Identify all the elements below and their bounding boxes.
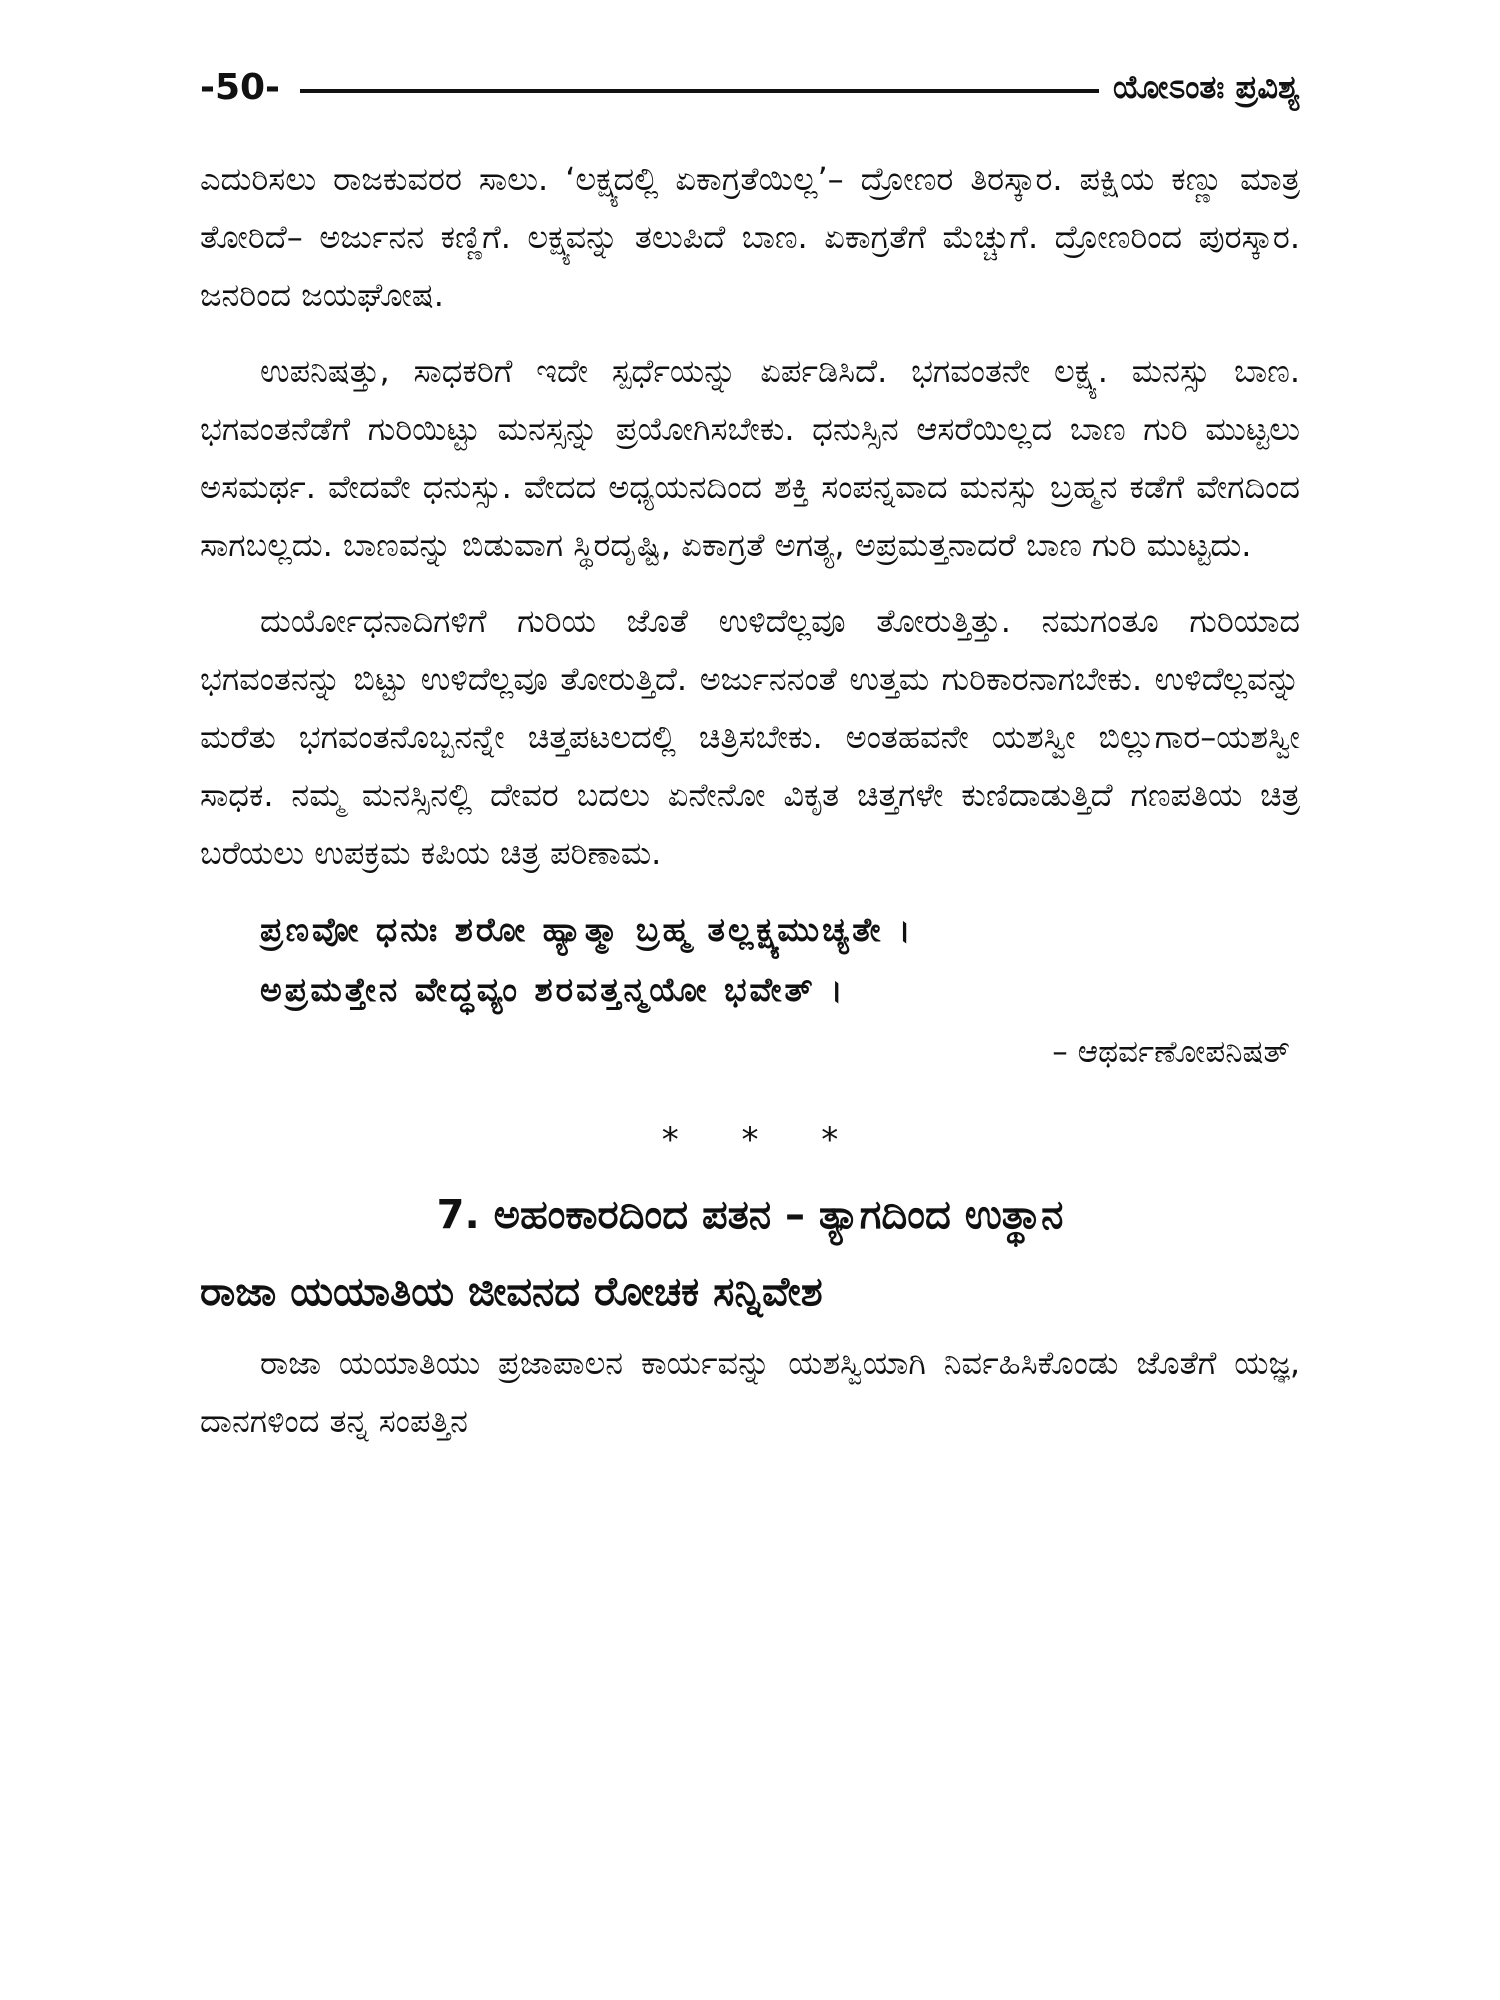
running-title: ಯೋಽಂತಃ ಪ್ರವಿಶ್ಯ (1113, 67, 1300, 106)
chapter-title: 7. ಅಹಂಕಾರದಿಂದ ಪತನ – ತ್ಯಾಗದಿಂದ ಉತ್ಥಾನ (436, 1192, 1064, 1238)
verse-source: – ಆಥರ್ವಣೋಪನಿಷತ್ (1052, 1034, 1290, 1070)
chapter-subtitle: ರಾಜಾ ಯಯಾತಿಯ ಜೀವನದ ರೋಚಕ ಸನ್ನಿವೇಶ (200, 1269, 823, 1315)
section-separator: * * * (661, 1120, 865, 1160)
paragraph-continued: ಎದುರಿಸಲು ರಾಜಕುವರರ ಸಾಲು. ‘ಲಕ್ಷ್ಯದಲ್ಲಿ ಏಕಾಗ್ರತೆಯಿಲ್ಲ’– ದ್ರೋಣರ ತಿರಸ್ಕಾರ. ಪಕ್ಷಿಯ ಕಣ್ಣು ಮಾತ್ರ ತೋರಿದೆ– ಅರ್ಜುನನ ಕಣ್ಣಿಗೆ. ಲಕ್ಷ್ಯವನ್ನು ತಲುಪಿದೆ ಬಾಣ. ಏಕಾಗ್ರತೆಗೆ ಮೆಚ್ಚುಗೆ. ದ್ರೋಣರಿಂದ ಪುರಸ್ಕಾರ. ಜನರಿಂದ ಜಯಘೋಷ. (200, 160, 1300, 314)
body-text (200, 150, 1300, 1468)
paragraph: ದುರ್ಯೋಧನಾದಿಗಳಿಗೆ ಗುರಿಯ ಜೊತೆ ಉಳಿದೆಲ್ಲವೂ ತೋರುತ್ತಿತ್ತು. ನಮಗಂತೂ ಗುರಿಯಾದ ಭಗವಂತನನ್ನು ಬಿಟ್ಟು ಉಳಿದೆಲ್ಲವೂ ತೋರುತ್ತಿದೆ. ಅರ್ಜುನನಂತೆ ಉತ್ತಮ ಗುರಿಕಾರನಾಗಬೇಕು. ಉಳಿದೆಲ್ಲವನ್ನು ಮರೆತು ಭಗವಂತನೊಬ್ಬನನ್ನೇ ಚಿತ್ತಪಟಲದಲ್ಲಿ ಚಿತ್ರಿಸಬೇಕು. ಅಂತಹವನೇ ಯಶಸ್ವೀ ಬಿಲ್ಲುಗಾರ–ಯಶಸ್ವೀ ಸಾಧಕ. ನಮ್ಮ ಮನಸ್ಸಿನಲ್ಲಿ ದೇವರ ಬದಲು ಏನೇನೋ ವಿಕೃತ ಚಿತ್ತಗಳೇ ಕುಣಿದಾಡುತ್ತಿದೆ ಗಣಪತಿಯ ಚಿತ್ರ ಬರೆಯಲು ಉಪಕ್ರಮ ಕಪಿಯ ಚಿತ್ರ ಪರಿಣಾಮ. (200, 602, 1300, 872)
page-header (200, 62, 1300, 112)
header-rule (300, 89, 1099, 93)
book-page (200, 0, 1300, 2000)
verse-line: ಅಪ್ರಮತ್ತೇನ ವೇದ್ಧವ್ಯಂ ಶರವತ್ತನ್ಮಯೋ ಭವೇತ್ । (260, 970, 846, 1009)
verse-line: ಪ್ರಣವೋ ಧನುಃ ಶರೋ ಹ್ಯಾತ್ಮಾ ಬ್ರಹ್ಮ ತಲ್ಲಕ್ಷ್ಯಮುಚ್ಯತೇ । (260, 910, 914, 949)
sanskrit-verse (260, 900, 1300, 1020)
chapter-opening-paragraph: ರಾಜಾ ಯಯಾತಿಯು ಪ್ರಜಾಪಾಲನ ಕಾರ್ಯವನ್ನು ಯಶಸ್ವಿಯಾಗಿ ನಿರ್ವಹಿಸಿಕೊಂಡು ಜೊತೆಗೆ ಯಜ್ಞ, ದಾನಗಳಿಂದ ತನ್ನ ಸಂಪತ್ತಿನ (200, 1344, 1300, 1440)
page-number: -50- (200, 66, 280, 108)
paragraph: ಉಪನಿಷತ್ತು, ಸಾಧಕರಿಗೆ ಇದೇ ಸ್ಪರ್ಧೆಯನ್ನು ಏರ್ಪಡಿಸಿದೆ. ಭಗವಂತನೇ ಲಕ್ಷ್ಯ. ಮನಸ್ಸು ಬಾಣ. ಭಗವಂತನೆಡೆಗೆ ಗುರಿಯಿಟ್ಟು ಮನಸ್ಸನ್ನು ಪ್ರಯೋಗಿಸಬೇಕು. ಧನುಸ್ಸಿನ ಆಸರೆಯಿಲ್ಲದ ಬಾಣ ಗುರಿ ಮುಟ್ಟಲು ಅಸಮರ್ಥ. ವೇದವೇ ಧನುಸ್ಸು. ವೇದದ ಅಧ್ಯಯನದಿಂದ ಶಕ್ತಿ ಸಂಪನ್ನವಾದ ಮನಸ್ಸು ಬ್ರಹ್ಮನ ಕಡೆಗೆ ವೇಗದಿಂದ ಸಾಗಬಲ್ಲದು. ಬಾಣವನ್ನು ಬಿಡುವಾಗ ಸ್ಥಿರದೃಷ್ಟಿ, ಏಕಾಗ್ರತೆ ಅಗತ್ಯ, ಅಪ್ರಮತ್ತನಾದರೆ ಬಾಣ ಗುರಿ ಮುಟ್ಟದು. (200, 352, 1300, 564)
